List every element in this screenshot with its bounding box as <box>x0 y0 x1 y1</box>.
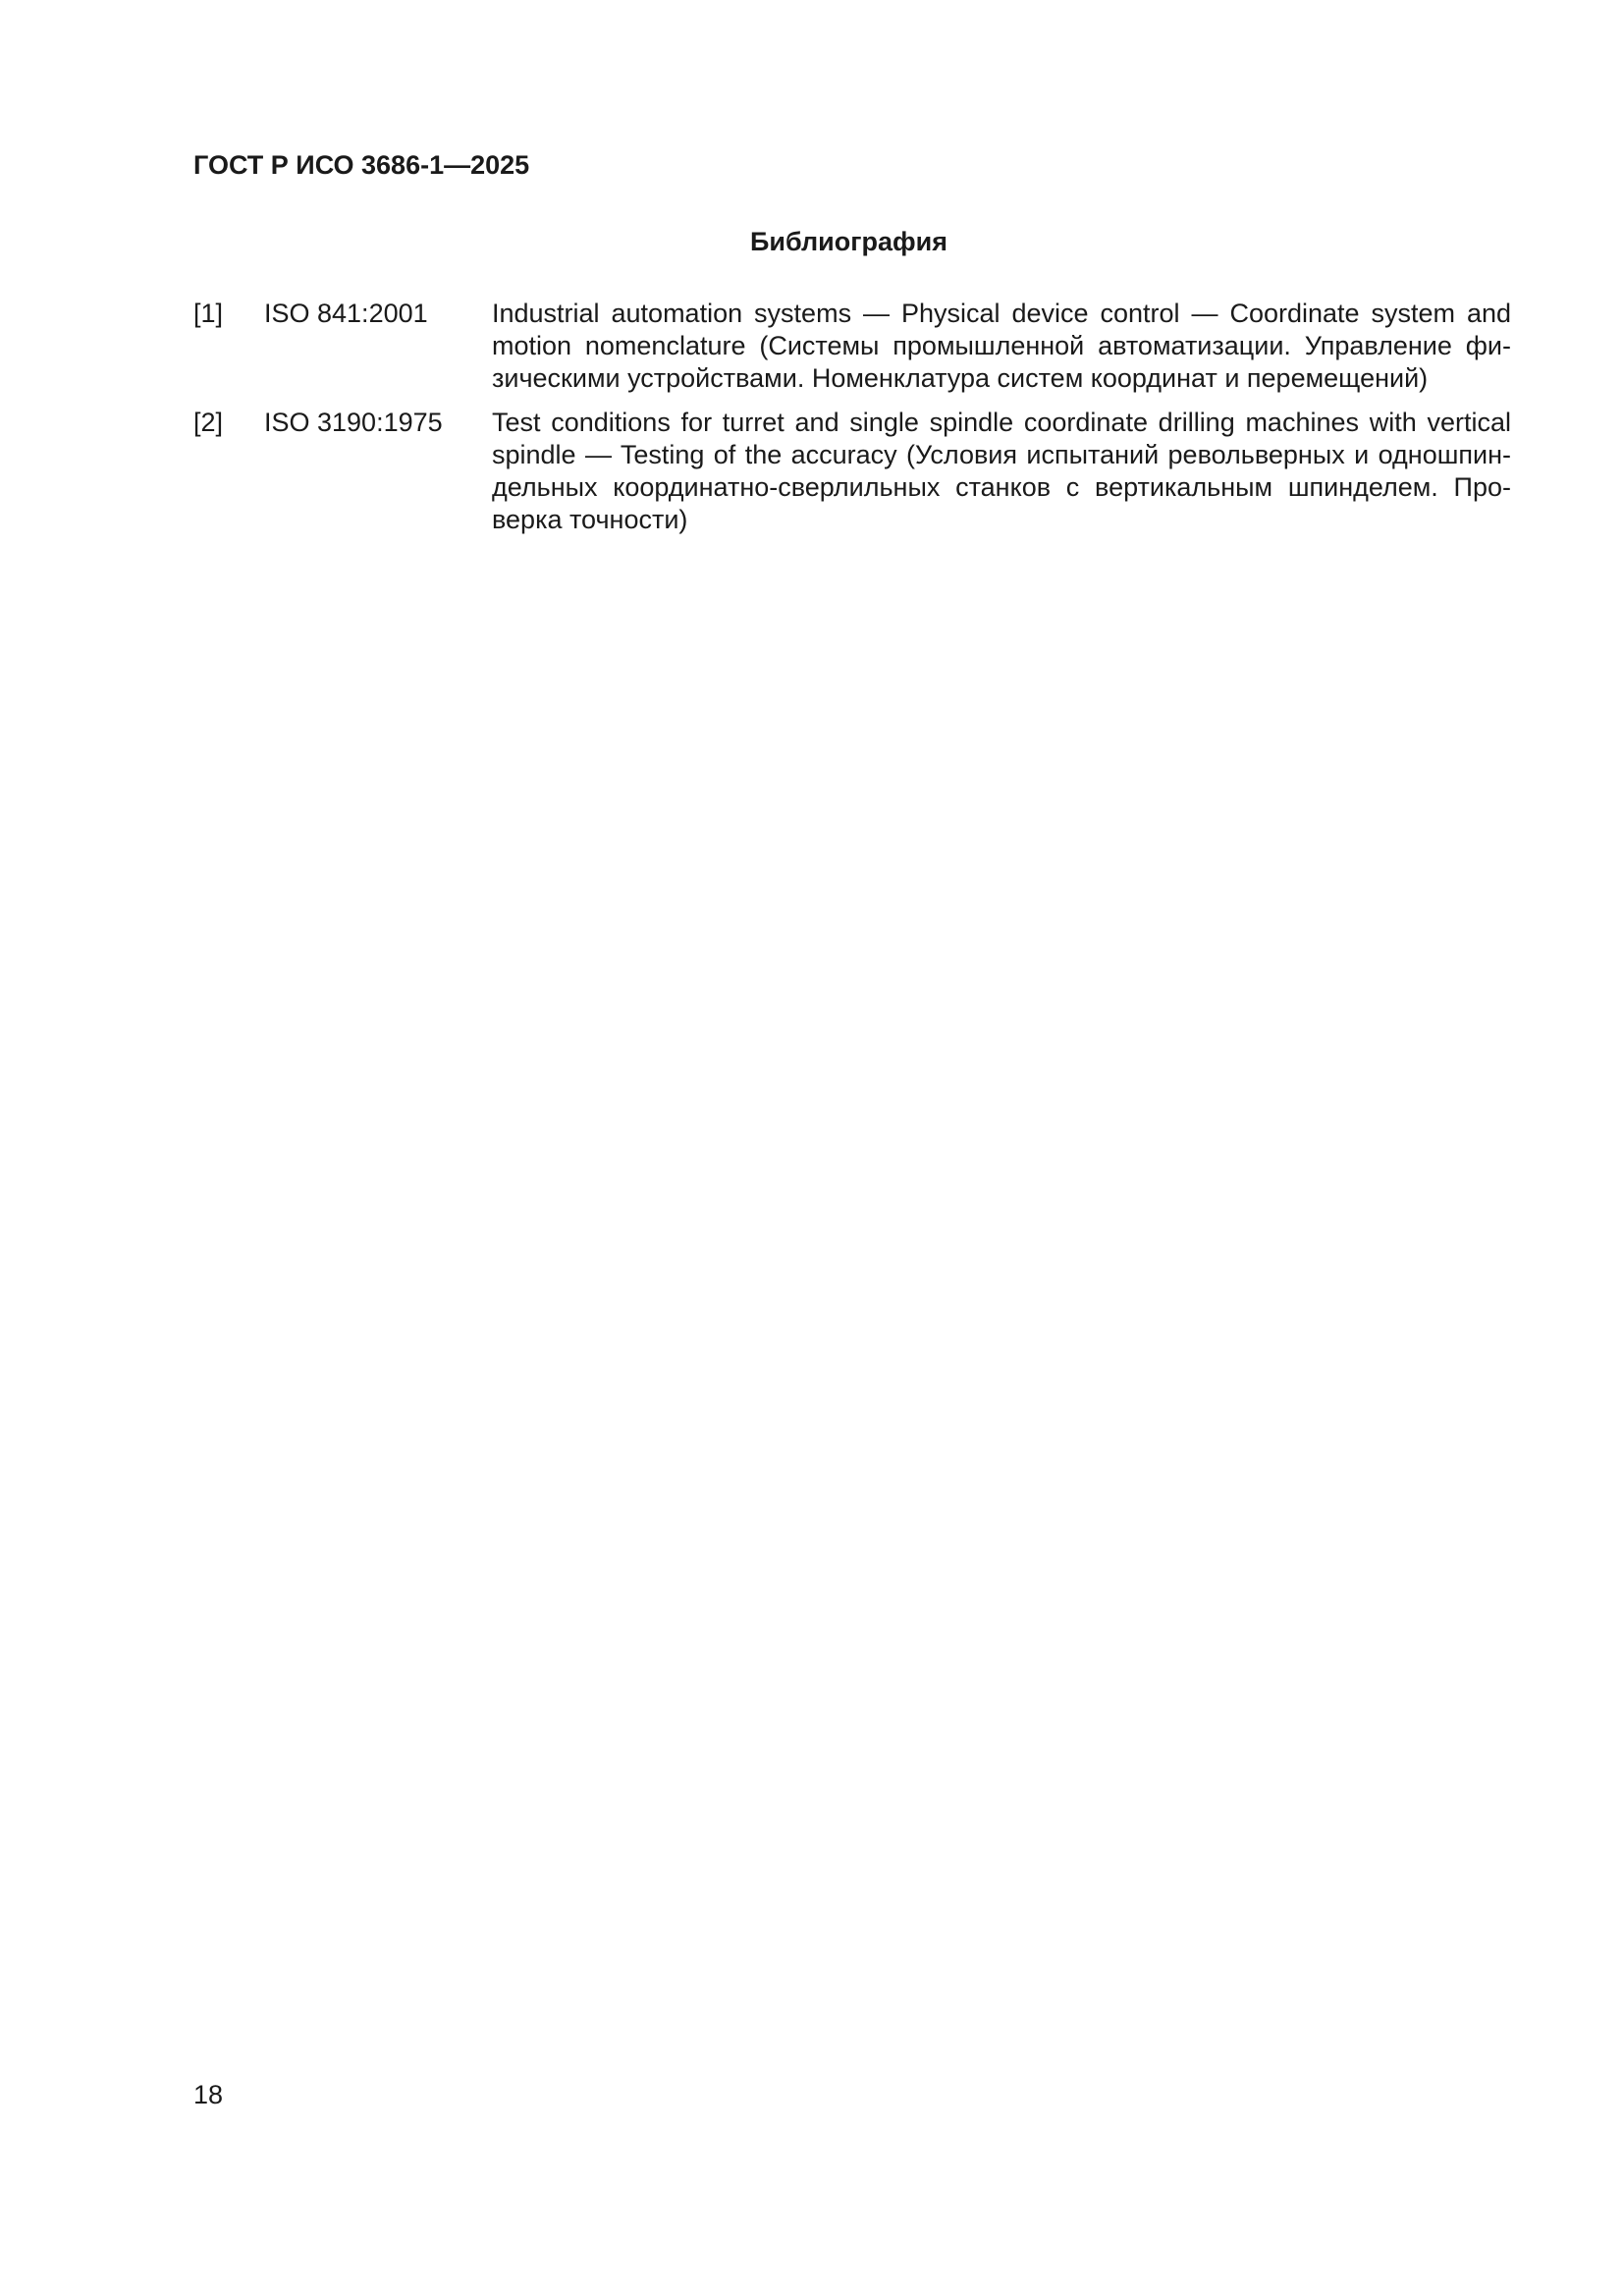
bibliography-entry <box>193 298 1511 395</box>
entry-number: [1] <box>193 299 224 328</box>
standard-code: ISO 841:2001 <box>264 299 428 328</box>
page-number: 18 <box>193 2080 224 2109</box>
bibliography-entry <box>193 407 1511 536</box>
entry-title: Industrial automation systems — Physical device control — Coordinate system and motion nomenclature (Системы промышленной автоматизации. Управление физическими устройствами. Номенклатура систем координат и перемещений) <box>492 299 1511 393</box>
standard-code: ISO 3190:1975 <box>264 408 443 437</box>
entry-number: [2] <box>193 408 224 437</box>
document-code: ГОСТ Р ИСО 3686-1—2025 <box>193 150 530 180</box>
entry-title: Test conditions for turret and single spindle coordinate drilling machines with vertical spindle — Testing of the accuracy (Условия испытаний револьверных и одношпиндельных координатно-сверлильных станков с вертикальным шпинделем. Проверка точности) <box>492 408 1511 534</box>
section-title: Библиография <box>750 227 947 256</box>
bibliography-list <box>193 298 1511 548</box>
